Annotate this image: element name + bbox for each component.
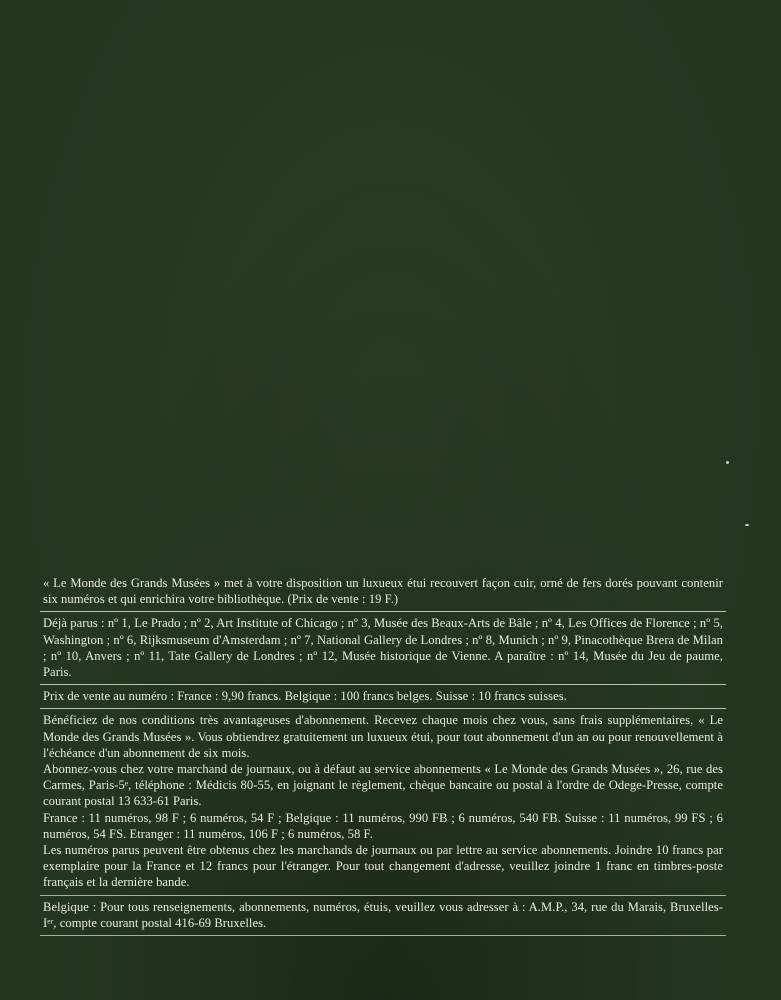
divider	[40, 611, 726, 612]
price-section	[40, 688, 726, 704]
subscription-section	[40, 712, 726, 890]
divider	[40, 684, 726, 685]
price-per-issue-text: Prix de vente au numéro : France : 9,90 francs. Belgique : 100 francs belges. Suisse : 10 francs suisses.	[43, 689, 567, 704]
belgium-contact-section	[40, 899, 726, 931]
subscribe-where-text: Abonnez-vous chez votre marchand de journaux, ou à défaut au service abonnements « Le Monde des Grands Musées », 26, rue des Carmes, Paris-5ᵉ, téléphone : Médicis 80-55, en joignant le règlement, chèque bancaire ou postal à l'ordre de Odege-Presse, compte courant postal 13 633-61 Paris.	[43, 762, 723, 809]
divider	[40, 935, 726, 936]
subscription-offer-text: Bénéficiez de nos conditions très avantageuses d'abonnement. Recevez chaque mois chez vous, sans frais supplémentaires, « Le Monde des Grands Musées ». Vous obtiendrez gratuitement un luxueux étui, pour tout abonnement d'un an ou pour renouvellement à l'échéance d'un abonnement de six mois.	[43, 713, 723, 760]
case-offer-text: « Le Monde des Grands Musées » met à votre disposition un luxueux étui recouvert façon cuir, orné de fers dorés pouvant contenir six numéros et qui enrichira votre bibliothèque. (Prix de vente : 19 F.)	[43, 576, 723, 607]
published-issues-text: Déjà parus : nº 1, Le Prado ; nº 2, Art Institute of Chicago ; nº 3, Musée des Beaux-Arts de Bâle ; nº 4, Les Offices de Florence ; nº 5, Washington ; nº 6, Rijksmuseum d'Amsterdam ; nº 7, National Gallery de Londres ; nº 8, Munich ; nº 9, Pinacothèque Brera de Milan ; nº 10, Anvers ; nº 11, Tate Gallery de Londres ; nº 12, Musée historique de Vienne. A paraître : nº 14, Musée du Jeu de paume, Paris.	[43, 616, 723, 680]
belgium-contact-text: Belgique : Pour tous renseignements, abonnements, numéros, étuis, veuillez vous adresser à : A.M.P., 34, rue du Marais, Bruxelles-Iᵉʳ, compte courant postal 416-69 Bruxelles.	[43, 899, 723, 930]
divider	[40, 895, 726, 896]
rates-text: France : 11 numéros, 98 F ; 6 numéros, 54 F ; Belgique : 11 numéros, 990 FB ; 6 numéros, 540 FB. Suisse : 11 numéros, 99 FS ; 6 numéros, 54 FS. Etranger : 11 numéros, 106 F ; 6 numéros, 58 F.	[43, 810, 723, 841]
published-issues-section	[40, 615, 726, 680]
publisher-notice	[40, 575, 726, 939]
cover-speck	[745, 524, 749, 526]
divider	[40, 708, 726, 709]
case-offer-section	[40, 575, 726, 607]
back-issues-text: Les numéros parus peuvent être obtenus chez les marchands de journaux ou par lettre au service abonnements. Joindre 10 francs par exemplaire pour la France et 12 francs pour l'étranger. Pour tout changement d'adresse, veuillez joindre 1 franc en timbres-poste français et la dernière bande.	[43, 843, 723, 890]
cover-speck	[726, 461, 729, 464]
